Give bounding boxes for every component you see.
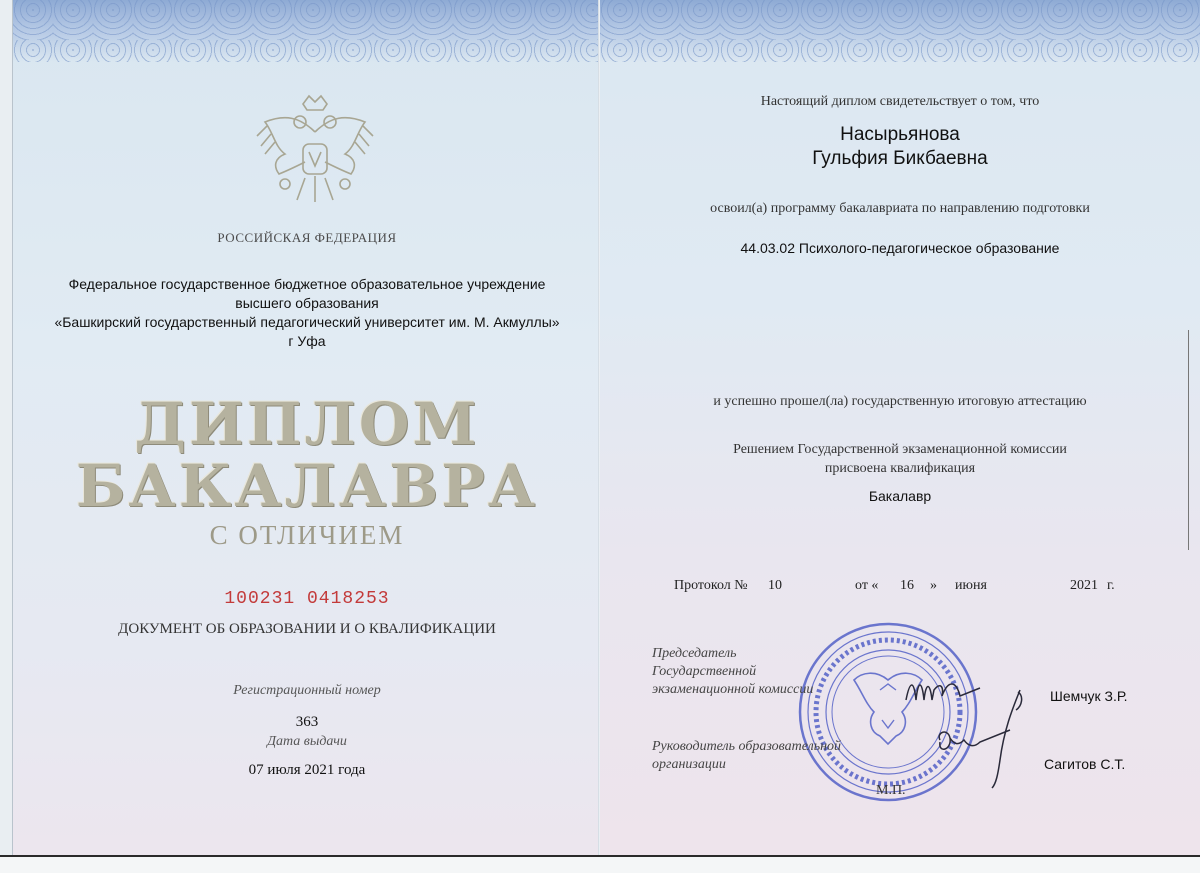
chair-name: Шемчук З.Р. (1050, 688, 1128, 704)
head-name: Сагитов С.Т. (1044, 756, 1126, 772)
document-type: ДОКУМЕНТ ОБ ОБРАЗОВАНИИ И О КВАЛИФИКАЦИИ (118, 621, 496, 637)
chair-label-line-3: экзаменационной комиссии (652, 682, 814, 697)
protocol-month: июня (955, 578, 987, 593)
chair-label-line-2: Государственной (652, 664, 757, 679)
institution-line-2: высшего образования (235, 295, 379, 311)
issue-date-label: Дата выдачи (267, 734, 347, 749)
program-name: 44.03.02 Психолого-педагогическое образование (740, 240, 1060, 256)
institution-city: г Уфа (288, 333, 326, 349)
protocol-close-quote: » (930, 578, 937, 593)
scan-bottom-edge (0, 855, 1200, 873)
diploma-cover-page (12, 0, 601, 855)
protocol-from: от « (855, 578, 879, 593)
protocol-number: 10 (768, 578, 782, 593)
scan-edge-mark (1188, 330, 1200, 550)
diploma-title: ДИПЛОМ (134, 390, 480, 458)
guilloche-pattern (13, 0, 601, 62)
intro-text: Настоящий диплом свидетельствует о том, что (760, 94, 1040, 109)
decision-line-2: присвоена квалификация (824, 461, 976, 476)
honors-label: С ОТЛИЧИЕМ (209, 520, 405, 550)
serial-number: 100231 0418253 (224, 589, 390, 609)
decision-line-1: Решением Государственной экзаменационной комиссии (733, 442, 1067, 457)
protocol-year: 2021 (1070, 578, 1098, 593)
diploma-degree: БАКАЛАВРА (75, 452, 539, 520)
chair-label-line-1: Председатель (652, 646, 737, 661)
protocol-year-suffix: г. (1107, 578, 1115, 593)
institution-line-3: «Башкирский государственный педагогический университет им. М. Акмуллы» (54, 314, 560, 330)
country-name: РОССИЙСКАЯ ФЕДЕРАЦИЯ (217, 230, 397, 245)
graduate-given-names: Гульфия Бикбаевна (812, 148, 988, 169)
diploma-content-page (600, 0, 1200, 855)
program-text: освоил(а) программу бакалавриата по направлению подготовки (710, 201, 1090, 216)
qualification: Бакалавр (868, 488, 932, 504)
protocol-label: Протокол № (674, 578, 748, 593)
head-label-line-1: Руководитель образовательной (652, 739, 842, 754)
protocol-day: 16 (900, 578, 914, 593)
institution-line-1: Федеральное государственное бюджетное образовательное учреждение (68, 276, 546, 292)
head-label-line-2: организации (652, 757, 726, 772)
issue-date: 07 июля 2021 года (248, 762, 366, 778)
double-headed-eagle-icon (245, 92, 385, 217)
handwritten-signature-icon (900, 670, 1040, 790)
attestation-text: и успешно прошел(ла) государственную итоговую аттестацию (713, 394, 1087, 409)
registration-label: Регистрационный номер (233, 683, 381, 698)
graduate-surname: Насырьянова (840, 124, 960, 145)
guilloche-pattern-right (600, 0, 1200, 62)
stamp-place-label: М.П. (876, 783, 906, 798)
registration-number: 363 (295, 714, 319, 730)
